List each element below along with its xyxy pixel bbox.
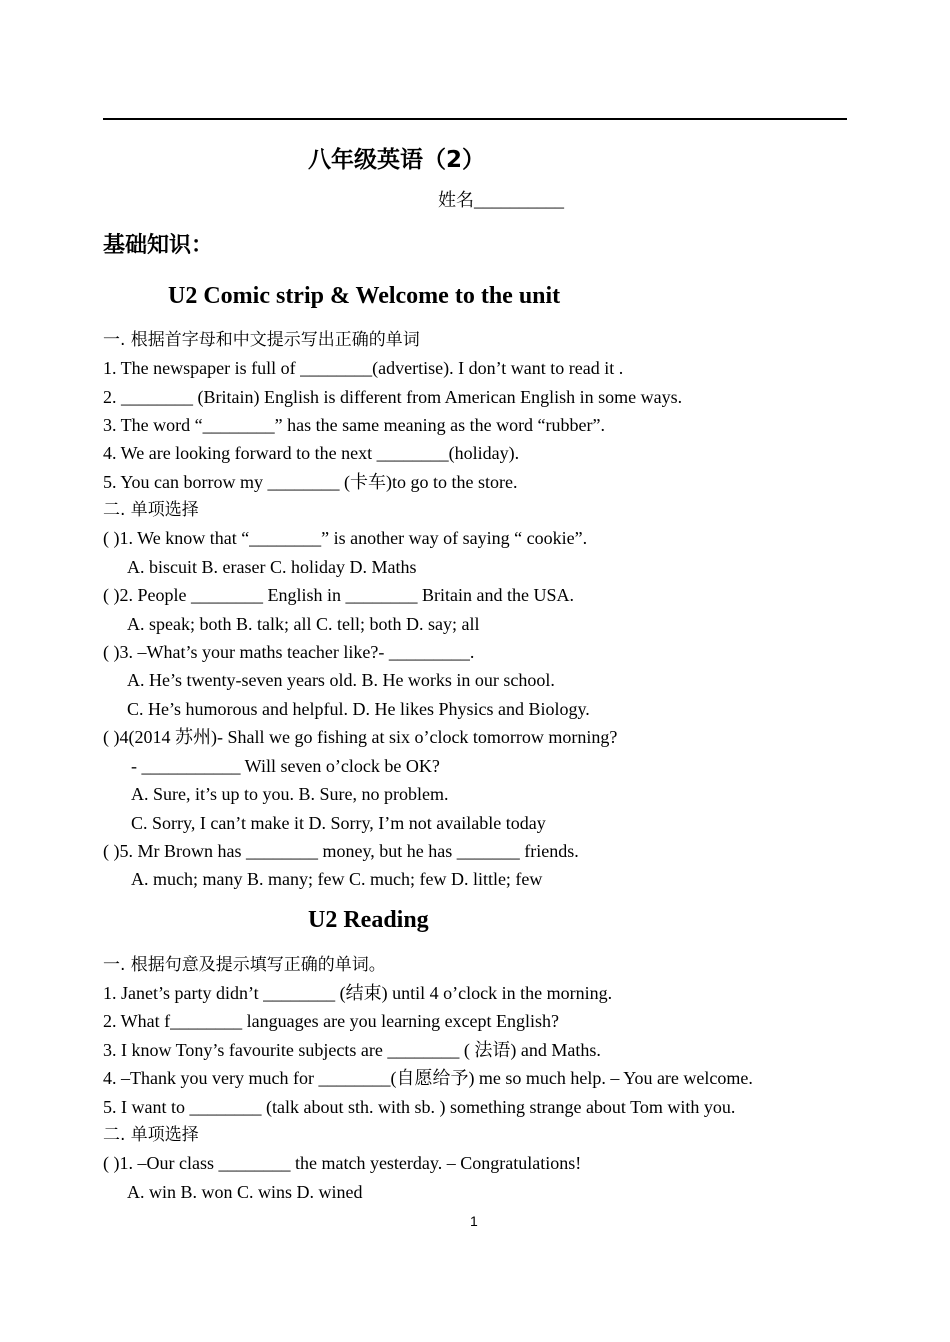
choice-question: ( )3. –What’s your maths teacher like?- _________.: [103, 642, 475, 662]
choice-options: A. win B. won C. wins D. wined: [127, 1182, 363, 1202]
question-item: 2. ________ (Britain) English is different from American English in some ways.: [103, 387, 683, 407]
part-title: 二. 单项选择: [103, 500, 199, 520]
question-item: 3. The word “________” has the same meaning as the word “rubber”.: [103, 415, 606, 435]
header-rule: [103, 118, 847, 120]
choice-question: ( )1. We know that “________” is another way of saying “ cookie”.: [103, 528, 588, 548]
choice-options: A. Sure, it’s up to you. B. Sure, no problem.: [131, 784, 449, 804]
choice-question: ( )2. People ________ English in ________ Britain and the USA.: [103, 585, 574, 605]
part-title: 一. 根据首字母和中文提示写出正确的单词: [103, 330, 420, 350]
question-item: 1. The newspaper is full of ________(advertise). I don’t want to read it .: [103, 358, 624, 378]
question-item: 1. Janet’s party didn’t ________ (结束) until 4 o’clock in the morning.: [103, 983, 613, 1003]
question-item: 3. I know Tony’s favourite subjects are ________ ( 法语) and Maths.: [103, 1040, 601, 1060]
choice-options: C. He’s humorous and helpful. D. He likes Physics and Biology.: [127, 699, 590, 719]
choice-question: ( )4(2014 苏州)- Shall we go fishing at six o’clock tomorrow morning?: [103, 727, 618, 747]
name-field-label: 姓名__________: [438, 190, 564, 210]
choice-options: A. speak; both B. talk; all C. tell; both D. say; all: [127, 614, 480, 634]
section-heading-reading: U2 Reading: [308, 907, 429, 933]
section-heading-comic-strip: U2 Comic strip & Welcome to the unit: [168, 283, 561, 309]
choice-question: ( )1. –Our class ________ the match yesterday. – Congratulations!: [103, 1153, 582, 1173]
part-title: 二. 单项选择: [103, 1125, 199, 1145]
choice-question: ( )5. Mr Brown has ________ money, but he has _______ friends.: [103, 841, 579, 861]
choice-options: A. biscuit B. eraser C. holiday D. Maths: [127, 557, 417, 577]
page-title: 八年级英语（2）: [308, 147, 486, 173]
basic-knowledge-heading: 基础知识：: [103, 233, 214, 258]
question-item: 5. You can borrow my ________ (卡车)to go to the store.: [103, 472, 518, 492]
question-item: 2. What f________ languages are you learning except English?: [103, 1011, 560, 1031]
question-item: 5. I want to ________ (talk about sth. with sb. ) something strange about Tom with you.: [103, 1097, 736, 1117]
part-title: 一. 根据句意及提示填写正确的单词。: [103, 955, 386, 975]
choice-options: A. much; many B. many; few C. much; few D. little; few: [131, 869, 543, 889]
page-number: 1: [470, 1213, 478, 1229]
question-item: 4. –Thank you very much for ________(自愿给予) me so much help. – You are welcome.: [103, 1068, 753, 1088]
choice-options: A. He’s twenty-seven years old. B. He works in our school.: [127, 670, 555, 690]
choice-subline: - ___________ Will seven o’clock be OK?: [131, 756, 440, 776]
choice-options: C. Sorry, I can’t make it D. Sorry, I’m not available today: [131, 813, 546, 833]
question-item: 4. We are looking forward to the next ________(holiday).: [103, 443, 520, 463]
